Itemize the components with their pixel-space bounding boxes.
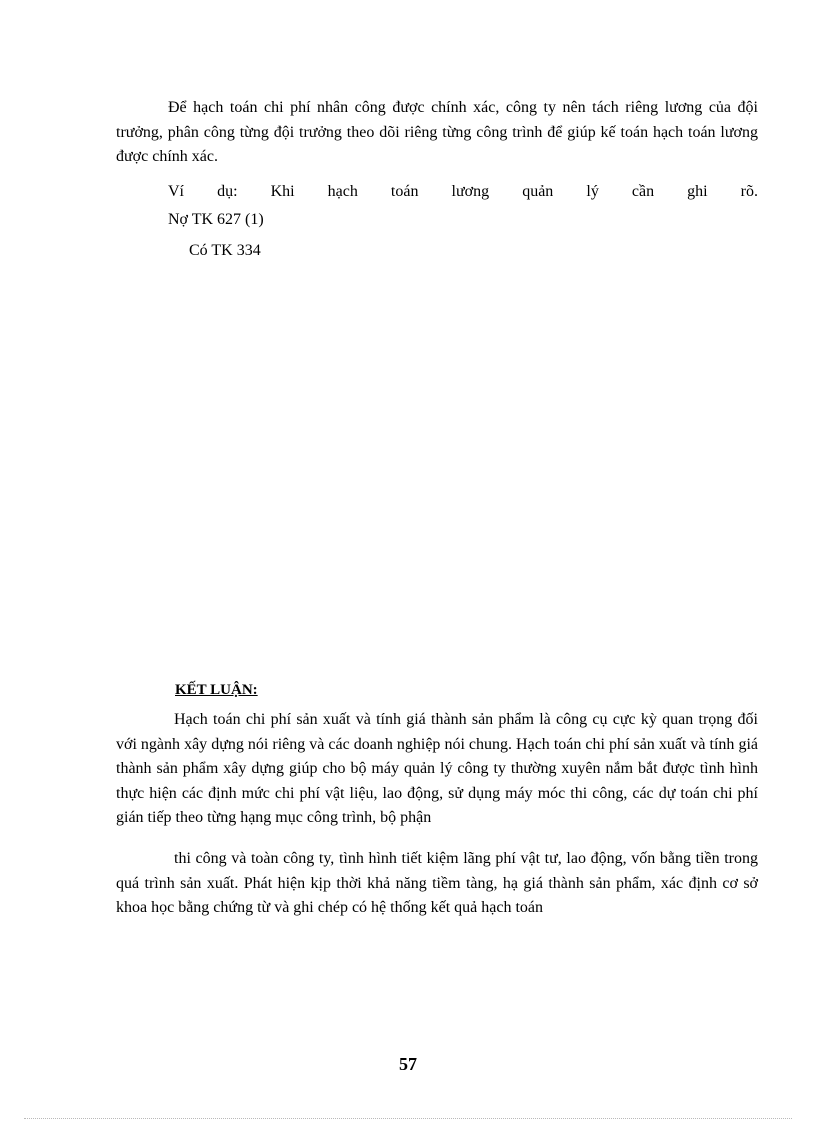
footer-divider <box>24 1118 792 1119</box>
credit-entry-line: Có TK 334 <box>189 242 261 259</box>
example-line: Ví dụ: Khi hạch toán lương quản lý cần ghi rõ. <box>168 183 758 200</box>
page-number: 57 <box>399 1054 417 1074</box>
conclusion-heading: KẾT LUẬN: <box>175 682 258 698</box>
labor-cost-paragraph: Để hạch toán chi phí nhân công được chính xác, công ty nên tách riêng lương của đội trưởng, phân công từng đội trưởng theo dõi riêng từng công trình để giúp kế toán hạch toán lương được chính xác. <box>116 99 758 165</box>
conclusion-paragraph-1: Hạch toán chi phí sản xuất và tính giá thành sản phẩm là công cụ cực kỳ quan trọng đối với ngành xây dựng nói riêng và các doanh nghiệp nói chung. Hạch toán chi phí sản xuất và tính giá thành sản phẩm xây dựng giúp cho bộ máy quản lý công ty thường xuyên nắm bắt được tình hình thực hiện các định mức chi phí vật liệu, lao động, sử dụng máy móc thi công, các dự toán chi phí gián tiếp theo từng hạng mục công trình, bộ phận <box>116 711 758 826</box>
debit-entry-line: Nợ TK 627 (1) <box>168 211 264 228</box>
conclusion-paragraph-2: thi công và toàn công ty, tình hình tiết kiệm lãng phí vật tư, lao động, vốn bằng tiền trong quá trình sản xuất. Phát hiện kịp thời khả năng tiềm tàng, hạ giá thành sản phẩm, xác định cơ sở khoa học bằng chứng từ và ghi chép có hệ thống kết quả hạch toán <box>116 850 758 916</box>
